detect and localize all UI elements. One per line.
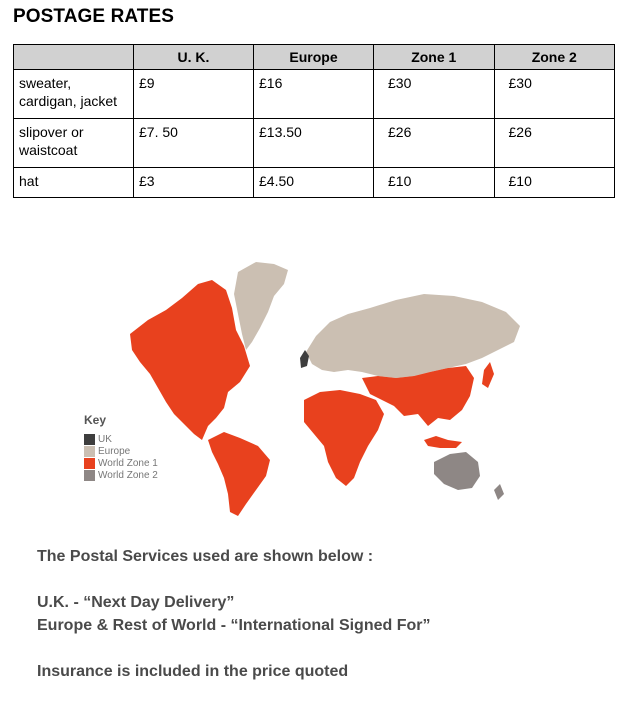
key-item-europe <box>84 445 158 457</box>
uk-price-cell: £9 <box>134 70 254 119</box>
africa-region <box>304 390 384 486</box>
key-label: World Zone 2 <box>98 469 158 481</box>
zone1-price-cell: £30 <box>374 70 495 119</box>
postal-services-section <box>37 545 431 683</box>
item-cell: sweater, cardigan, jacket <box>14 70 134 119</box>
japan-region <box>482 362 494 388</box>
zone1-swatch <box>84 458 95 469</box>
table-row <box>14 119 615 168</box>
map-key <box>84 413 158 481</box>
key-item-zone2 <box>84 469 158 481</box>
header-zone2: Zone 2 <box>494 45 615 70</box>
europe-price-cell: £13.50 <box>254 119 374 168</box>
postage-rates-table <box>13 44 615 198</box>
header-item <box>14 45 134 70</box>
table-header-row <box>14 45 615 70</box>
uk-price-cell: £3 <box>134 168 254 198</box>
page-title: POSTAGE RATES <box>13 6 175 27</box>
uk-swatch <box>84 434 95 445</box>
australia-region <box>434 452 480 490</box>
zone1-price-cell: £10 <box>374 168 495 198</box>
key-label: UK <box>98 433 112 445</box>
zone1-price-cell: £26 <box>374 119 495 168</box>
europe-price-cell: £16 <box>254 70 374 119</box>
south-america-region <box>208 432 270 516</box>
key-item-zone1 <box>84 457 158 469</box>
insurance-note: Insurance is included in the price quoted <box>37 663 349 680</box>
table-row <box>14 70 615 119</box>
new-zealand-region <box>494 484 504 500</box>
indonesia-region <box>424 436 462 448</box>
zone2-swatch <box>84 470 95 481</box>
key-title: Key <box>84 413 107 427</box>
item-cell: hat <box>14 168 134 198</box>
item-cell: slipover or waistcoat <box>14 119 134 168</box>
europe-price-cell: £4.50 <box>254 168 374 198</box>
zone2-price-cell: £26 <box>494 119 615 168</box>
key-item-uk <box>84 433 158 445</box>
table-row <box>14 168 615 198</box>
header-europe: Europe <box>254 45 374 70</box>
services-intro: The Postal Services used are shown below : <box>37 548 374 565</box>
uk-price-cell: £7. 50 <box>134 119 254 168</box>
key-label: World Zone 1 <box>98 457 158 469</box>
greenland-region <box>234 262 288 350</box>
zone2-price-cell: £30 <box>494 70 615 119</box>
header-zone1: Zone 1 <box>374 45 495 70</box>
zone2-price-cell: £10 <box>494 168 615 198</box>
key-label: Europe <box>98 445 131 457</box>
europe-swatch <box>84 446 95 457</box>
header-uk: U. K. <box>134 45 254 70</box>
services-uk-line: U.K. - “Next Day Delivery” <box>37 594 235 611</box>
services-row-line: Europe & Rest of World - “International Signed For” <box>37 617 431 634</box>
